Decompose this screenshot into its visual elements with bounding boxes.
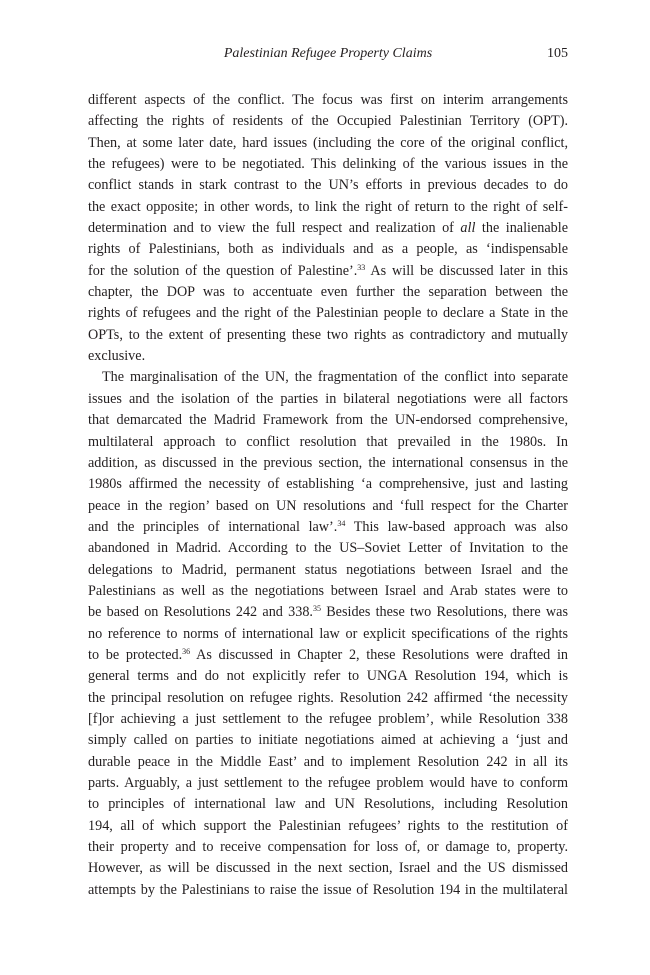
emphasis: all [460, 220, 476, 237]
text-line [88, 261, 568, 282]
text-run: As discussed in Chapter 2, these Resolutions were drafted in [190, 646, 568, 663]
text-run: the inalienable [475, 220, 568, 237]
text-line: exclusive. [88, 348, 146, 365]
text-line: However, as will be discussed in the next section, Israel and the US dismissed [88, 860, 568, 877]
paragraph-1 [88, 90, 568, 367]
text-run: This law-based approach was also [345, 518, 568, 535]
text-run: As will be discussed later in this [365, 262, 569, 279]
text-line: the principal resolution on refugee rights. Resolution 242 affirmed ‘the necessity [88, 689, 568, 706]
text-run: be based on Resolutions 242 and 338. [88, 604, 313, 621]
paragraph-2 [88, 367, 568, 901]
text-line: rights of Palestinians, both as individuals and as a people, as ‘indispensable [88, 241, 568, 258]
footnote-marker: 36 [182, 646, 191, 656]
running-title: Palestinian Refugee Property Claims [223, 46, 433, 61]
text-line: different aspects of the conflict. The focus was first on interim arrangements [88, 92, 568, 108]
text-run: determination and to view the full respect and realization of [88, 220, 461, 237]
text-line [88, 602, 568, 623]
page-number: 105 [547, 46, 568, 61]
text-line: durable peace in the Middle East’ and to implement Resolution 242 in all its [88, 753, 568, 770]
text-line: abandoned in Madrid. According to the US–Soviet Letter of Invitation to the [88, 540, 568, 557]
body-text [88, 90, 568, 901]
text-line [88, 517, 568, 538]
text-line: The marginalisation of the UN, the fragmentation of the conflict into separate [102, 369, 568, 386]
text-line: delegations to Madrid, permanent status negotiations between Israel and the [88, 561, 568, 578]
text-line: to principles of international law and UN Resolutions, including Resolution [88, 796, 568, 813]
text-line: OPTs, to the extent of presenting these two rights as contradictory and mutually [88, 326, 568, 343]
text-line: simply called on parties to initiate negotiations aimed at achieving a ‘just and [88, 732, 568, 749]
text-line [88, 218, 568, 239]
text-line: their property and to receive compensation for loss of, or damage to, property. [88, 839, 568, 856]
text-line: peace in the region’ based on UN resolutions and ‘full respect for the Charter [88, 497, 568, 514]
text-line: multilateral approach to conflict resolution that prevailed in the 1980s. In [88, 433, 568, 450]
text-line: affecting the rights of residents of the Occupied Palestinian Territory (OPT). [88, 113, 568, 130]
text-run: and the principles of international law’. [88, 518, 338, 535]
footnote-marker: 34 [337, 518, 346, 528]
text-line: Palestinians as well as the negotiations between Israel and Arab states were to [88, 582, 568, 599]
text-line: parts. Arguably, a just settlement to the refugee problem would have to conform [88, 775, 568, 791]
text-line: 194, all of which support the Palestinian refugees’ rights to the restitution of [88, 817, 568, 834]
text-line: the exact opposite; in other words, to link the right of return to the right of self- [88, 198, 568, 215]
text-line: the refugees) were to be negotiated. This delinking of the various issues in the [88, 156, 568, 173]
text-run: to be protected. [88, 646, 183, 663]
text-line: conflict stands in stark contrast to the UN’s efforts in previous decades to do [88, 177, 568, 194]
running-head [88, 44, 568, 64]
text-line [88, 645, 568, 666]
text-line: chapter, the DOP was to accentuate even further the separation between the [88, 284, 568, 301]
text-line: [f]or achieving a just settlement to the refugee problem’, while Resolution 338 [88, 710, 568, 727]
footnote-marker: 35 [312, 604, 321, 614]
text-line: general terms and do not explicitly refer to UNGA Resolution 194, which is [88, 668, 568, 685]
text-line: issues and the isolation of the parties in bilateral negotiations were all factors [88, 390, 568, 407]
text-run: Besides these two Resolutions, there was [320, 604, 568, 621]
text-run: for the solution of the question of Palestine’. [88, 262, 358, 279]
text-line: no reference to norms of international law or explicit specifications of the rights [88, 625, 568, 642]
text-line: 1980s affirmed the necessity of establishing ‘a comprehensive, just and lasting [88, 476, 568, 493]
text-line: rights of refugees and the right of the Palestinian people to declare a State in the [88, 305, 568, 322]
text-line: that demarcated the Madrid Framework from the UN-endorsed comprehensive, [88, 412, 568, 429]
text-line: addition, as discussed in the previous section, the international consensus in the [88, 454, 568, 471]
text-line: attempts by the Palestinians to raise the issue of Resolution 194 in the multilateral [88, 881, 568, 898]
text-line: Then, at some later date, hard issues (including the core of the original conflict, [88, 134, 568, 151]
footnote-marker: 33 [357, 262, 366, 272]
